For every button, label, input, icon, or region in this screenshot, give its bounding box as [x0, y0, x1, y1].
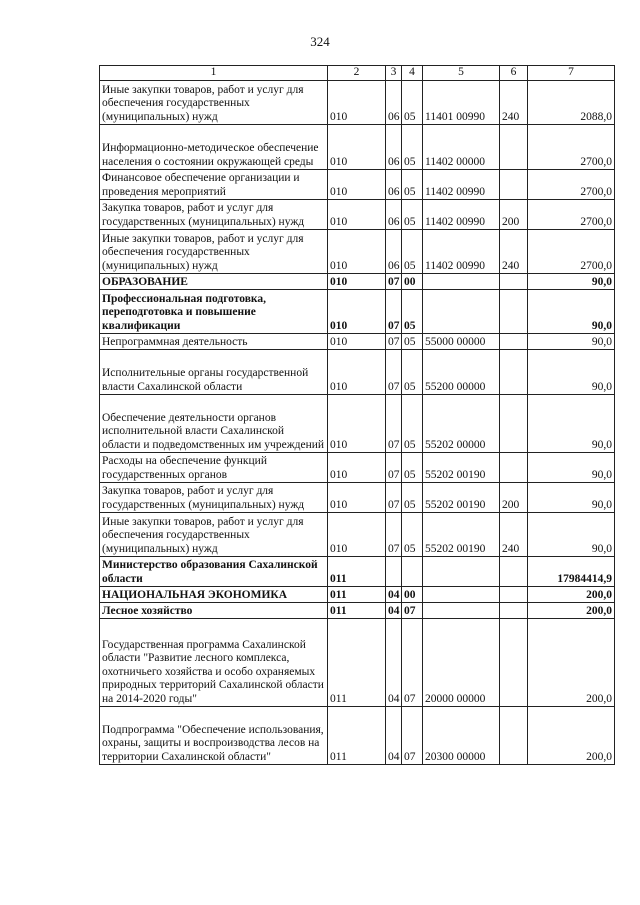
subsection-code-cell: 05 [402, 453, 423, 483]
target-article-cell: 20300 00000 [423, 707, 500, 765]
budget-table [99, 65, 615, 765]
expense-type-cell [500, 453, 528, 483]
expense-type-cell: 240 [500, 513, 528, 557]
section-code-cell: 07 [386, 350, 402, 395]
table-row [100, 334, 615, 350]
target-article-cell [423, 587, 500, 603]
ministry-code-cell: 010 [328, 395, 386, 453]
header-cell: 2 [328, 66, 386, 81]
target-article-cell: 11402 00990 [423, 170, 500, 200]
subsection-code-cell: 05 [402, 334, 423, 350]
section-code-cell: 07 [386, 483, 402, 513]
section-code-cell: 06 [386, 125, 402, 170]
section-code-cell: 04 [386, 603, 402, 619]
section-code-cell: 06 [386, 170, 402, 200]
expense-type-cell [500, 603, 528, 619]
ministry-code-cell: 010 [328, 290, 386, 334]
subsection-code-cell: 07 [402, 707, 423, 765]
section-code-cell: 07 [386, 334, 402, 350]
table-row [100, 603, 615, 619]
expense-type-cell: 200 [500, 483, 528, 513]
item-name-cell: Подпрограмма "Обеспечение использования, охраны, защиты и воспроизводства лесов на территории Сахалинской области" [100, 707, 328, 765]
subsection-code-cell: 05 [402, 290, 423, 334]
expense-type-cell [500, 274, 528, 290]
subsection-code-cell: 05 [402, 125, 423, 170]
amount-cell: 90,0 [528, 483, 615, 513]
section-code-cell: 04 [386, 619, 402, 707]
table-row [100, 81, 615, 125]
expense-type-cell [500, 557, 528, 587]
expense-type-cell: 200 [500, 200, 528, 230]
header-cell: 7 [528, 66, 615, 81]
section-code-cell: 04 [386, 587, 402, 603]
target-article-cell: 55200 00000 [423, 350, 500, 395]
table-row [100, 557, 615, 587]
item-name-cell: Исполнительные органы государственной власти Сахалинской области [100, 350, 328, 395]
target-article-cell: 55202 00000 [423, 395, 500, 453]
table-header-row [100, 66, 615, 81]
amount-cell: 90,0 [528, 453, 615, 483]
target-article-cell [423, 290, 500, 334]
item-name-cell: Государственная программа Сахалинской области "Развитие лесного комплекса, охотничьего хозяйства и особо охраняемых природных территорий Сахалинской области на 2014-2020 годы" [100, 619, 328, 707]
section-code-cell: 07 [386, 395, 402, 453]
amount-cell: 2700,0 [528, 125, 615, 170]
subsection-code-cell: 05 [402, 395, 423, 453]
subsection-code-cell: 07 [402, 619, 423, 707]
item-name-cell: Иные закупки товаров, работ и услуг для обеспечения государственных (муниципальных) нужд [100, 230, 328, 274]
item-name-cell: Непрограммная деятельность [100, 334, 328, 350]
section-code-cell: 06 [386, 230, 402, 274]
target-article-cell: 55202 00190 [423, 483, 500, 513]
table-row [100, 274, 615, 290]
item-name-cell: Обеспечение деятельности органов исполнительной власти Сахалинской области и подведомственных им учреждений [100, 395, 328, 453]
amount-cell: 2700,0 [528, 230, 615, 274]
ministry-code-cell: 011 [328, 707, 386, 765]
item-name-cell: Закупка товаров, работ и услуг для государственных (муниципальных) нужд [100, 483, 328, 513]
table-row [100, 619, 615, 707]
item-name-cell: Лесное хозяйство [100, 603, 328, 619]
ministry-code-cell: 010 [328, 453, 386, 483]
expense-type-cell: 240 [500, 230, 528, 274]
ministry-code-cell: 011 [328, 619, 386, 707]
expense-type-cell [500, 170, 528, 200]
subsection-code-cell: 05 [402, 170, 423, 200]
amount-cell: 90,0 [528, 290, 615, 334]
ministry-code-cell: 010 [328, 230, 386, 274]
amount-cell: 90,0 [528, 513, 615, 557]
table-row [100, 200, 615, 230]
ministry-code-cell: 010 [328, 334, 386, 350]
subsection-code-cell: 05 [402, 513, 423, 557]
ministry-code-cell: 011 [328, 557, 386, 587]
target-article-cell: 55000 00000 [423, 334, 500, 350]
expense-type-cell [500, 350, 528, 395]
amount-cell: 200,0 [528, 587, 615, 603]
table-row [100, 513, 615, 557]
target-article-cell: 11402 00000 [423, 125, 500, 170]
section-code-cell: 06 [386, 81, 402, 125]
table-row [100, 395, 615, 453]
section-code-cell [386, 557, 402, 587]
section-code-cell: 07 [386, 453, 402, 483]
table-row [100, 587, 615, 603]
ministry-code-cell: 010 [328, 274, 386, 290]
amount-cell: 90,0 [528, 274, 615, 290]
amount-cell: 200,0 [528, 707, 615, 765]
ministry-code-cell: 010 [328, 81, 386, 125]
target-article-cell: 55202 00190 [423, 453, 500, 483]
amount-cell: 200,0 [528, 603, 615, 619]
amount-cell: 2700,0 [528, 200, 615, 230]
table-row [100, 230, 615, 274]
expense-type-cell [500, 395, 528, 453]
ministry-code-cell: 010 [328, 125, 386, 170]
subsection-code-cell: 00 [402, 274, 423, 290]
item-name-cell: НАЦИОНАЛЬНАЯ ЭКОНОМИКА [100, 587, 328, 603]
table-row [100, 170, 615, 200]
expense-type-cell [500, 587, 528, 603]
target-article-cell: 11401 00990 [423, 81, 500, 125]
ministry-code-cell: 011 [328, 603, 386, 619]
expense-type-cell [500, 125, 528, 170]
table-row [100, 453, 615, 483]
table-row [100, 483, 615, 513]
ministry-code-cell: 010 [328, 350, 386, 395]
section-code-cell: 07 [386, 290, 402, 334]
section-code-cell: 06 [386, 200, 402, 230]
target-article-cell [423, 557, 500, 587]
subsection-code-cell: 05 [402, 230, 423, 274]
item-name-cell: Иные закупки товаров, работ и услуг для обеспечения государственных (муниципальных) нужд [100, 513, 328, 557]
item-name-cell: Финансовое обеспечение организации и проведения мероприятий [100, 170, 328, 200]
expense-type-cell [500, 619, 528, 707]
expense-type-cell: 240 [500, 81, 528, 125]
section-code-cell: 04 [386, 707, 402, 765]
target-article-cell: 11402 00990 [423, 200, 500, 230]
amount-cell: 17984414,9 [528, 557, 615, 587]
ministry-code-cell: 010 [328, 170, 386, 200]
target-article-cell [423, 603, 500, 619]
item-name-cell: Расходы на обеспечение функций государственных органов [100, 453, 328, 483]
item-name-cell: Профессиональная подготовка, переподготовка и повышение квалификации [100, 290, 328, 334]
amount-cell: 2088,0 [528, 81, 615, 125]
section-code-cell: 07 [386, 274, 402, 290]
page-number: 324 [310, 34, 330, 49]
ministry-code-cell: 010 [328, 483, 386, 513]
header-cell: 6 [500, 66, 528, 81]
subsection-code-cell: 00 [402, 587, 423, 603]
subsection-code-cell: 07 [402, 603, 423, 619]
target-article-cell: 55202 00190 [423, 513, 500, 557]
ministry-code-cell: 011 [328, 587, 386, 603]
item-name-cell: Информационно-методическое обеспечение населения о состоянии окружающей среды [100, 125, 328, 170]
subsection-code-cell: 05 [402, 350, 423, 395]
header-cell: 4 [402, 66, 423, 81]
amount-cell: 90,0 [528, 395, 615, 453]
subsection-code-cell: 05 [402, 200, 423, 230]
table-row [100, 707, 615, 765]
subsection-code-cell: 05 [402, 81, 423, 125]
item-name-cell: ОБРАЗОВАНИЕ [100, 274, 328, 290]
ministry-code-cell: 010 [328, 200, 386, 230]
header-cell: 3 [386, 66, 402, 81]
expense-type-cell [500, 707, 528, 765]
table-row [100, 350, 615, 395]
header-cell: 1 [100, 66, 328, 81]
item-name-cell: Иные закупки товаров, работ и услуг для обеспечения государственных (муниципальных) нужд [100, 81, 328, 125]
section-code-cell: 07 [386, 513, 402, 557]
expense-type-cell [500, 290, 528, 334]
subsection-code-cell: 05 [402, 483, 423, 513]
amount-cell: 2700,0 [528, 170, 615, 200]
amount-cell: 90,0 [528, 350, 615, 395]
header-cell: 5 [423, 66, 500, 81]
target-article-cell [423, 274, 500, 290]
amount-cell: 90,0 [528, 334, 615, 350]
table-row [100, 125, 615, 170]
item-name-cell: Закупка товаров, работ и услуг для государственных (муниципальных) нужд [100, 200, 328, 230]
target-article-cell: 20000 00000 [423, 619, 500, 707]
item-name-cell: Министерство образования Сахалинской области [100, 557, 328, 587]
table-row [100, 290, 615, 334]
subsection-code-cell [402, 557, 423, 587]
ministry-code-cell: 010 [328, 513, 386, 557]
target-article-cell: 11402 00990 [423, 230, 500, 274]
amount-cell: 200,0 [528, 619, 615, 707]
expense-type-cell [500, 334, 528, 350]
